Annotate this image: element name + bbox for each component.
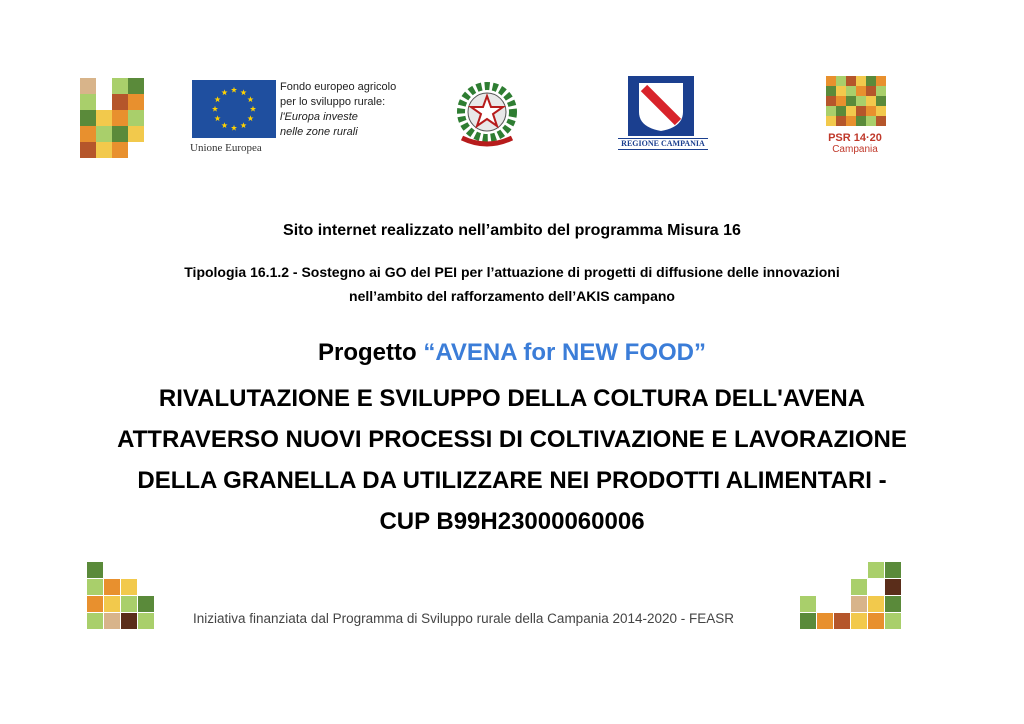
project-description-line: DELLA GRANELLA DA UTILIZZARE NEI PRODOTTI ALIMENTARI - — [137, 467, 887, 494]
eu-flag-icon — [192, 80, 276, 138]
eu-star-icon — [231, 87, 237, 93]
eu-star-icon — [240, 89, 246, 95]
project-description-line: CUP B99H23000060006 — [379, 508, 645, 535]
psr-mosaic-bottom-right — [800, 562, 904, 630]
eu-star-icon — [215, 96, 221, 102]
eu-star-icon — [247, 96, 253, 102]
project-description — [0, 378, 1024, 542]
tipologia-line: Tipologia 16.1.2 - Sostegno ai GO del PEI per l’attuazione di progetti di diffusione delle innovazioni — [184, 264, 840, 280]
program-line: Sito internet realizzato nell’ambito del programma Misura 16 — [283, 222, 741, 239]
eu-text-line: Fondo europeo agricolo — [280, 81, 397, 93]
project-prefix: Progetto — [318, 339, 424, 366]
regione-campania-emblem-icon — [628, 76, 694, 136]
eu-star-icon — [221, 89, 227, 95]
eu-star-icon — [231, 125, 237, 131]
project-description-line: ATTRAVERSO NUOVI PROCESSI DI COLTIVAZIONE E LAVORAZIONE — [117, 426, 907, 453]
eu-text-italic-line: l'Europa investe — [280, 111, 358, 123]
eu-star-icon — [240, 122, 246, 128]
tipologia-line: nell’ambito del rafforzamento dell’AKIS campano — [349, 288, 675, 304]
tipologia-text — [0, 260, 1024, 308]
eu-text-italic-line: nelle zone rurali — [280, 126, 358, 138]
regione-campania-label: REGIONE CAMPANIA — [618, 138, 708, 150]
italian-republic-emblem-icon — [448, 76, 526, 154]
eu-star-icon — [250, 106, 256, 112]
eu-star-icon — [212, 106, 218, 112]
eu-star-icon — [215, 115, 221, 121]
psr-campania-logo-icon — [826, 76, 886, 132]
psr-mosaic-top-left — [80, 78, 146, 164]
project-description-line: RIVALUTAZIONE E SVILUPPO DELLA COLTURA DELL'AVENA — [158, 385, 866, 412]
psr-mosaic-bottom-left — [87, 562, 157, 630]
eu-logo — [190, 78, 420, 162]
eu-fund-text — [280, 80, 396, 140]
regione-campania-logo — [618, 76, 708, 152]
psr-campania-label — [820, 132, 890, 155]
project-title — [0, 338, 1024, 368]
project-name: “AVENA for NEW FOOD” — [423, 339, 706, 366]
eu-star-icon — [221, 122, 227, 128]
eu-text-line: per lo sviluppo rurale: — [280, 96, 386, 108]
psr-title: PSR 14·20 — [828, 132, 882, 144]
eu-caption: Unione Europea — [190, 142, 262, 154]
footer-funding-text: Iniziativa finanziata dal Programma di Sviluppo rurale della Campania 2014-2020 - FEASR — [193, 611, 735, 626]
eu-star-icon — [247, 115, 253, 121]
psr-subtitle: Campania — [832, 144, 878, 155]
